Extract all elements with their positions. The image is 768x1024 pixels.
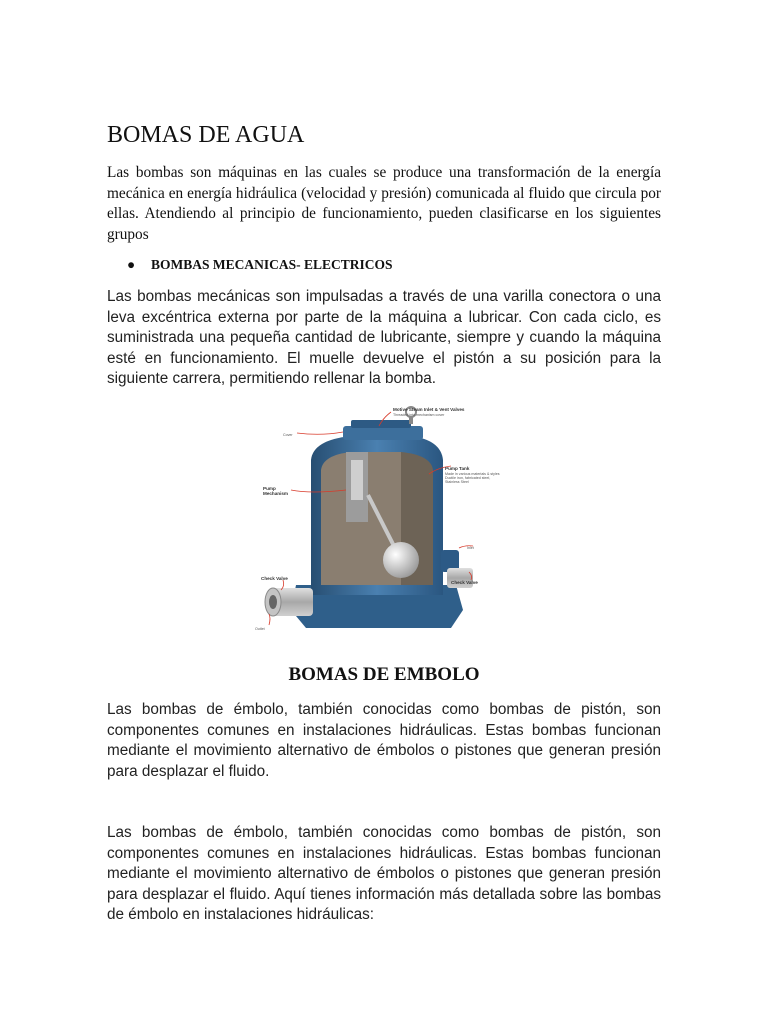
label-cover: Cover (283, 433, 293, 437)
label-inlet: Inlet (467, 546, 474, 550)
float-ball (383, 542, 419, 578)
label-pump-tank-sub1: Made in various materials & styles (445, 472, 500, 476)
label-motive: Motive Steam Inlet & Vent Valves (393, 407, 465, 412)
bullet-item (127, 257, 393, 273)
label-outlet: Outlet (255, 627, 265, 631)
label-check-valve-left: Check Valve (261, 576, 288, 581)
intro-paragraph: Las bombas son máquinas en las cuales se produce una transformación de la energía mecánica en energía hidráulica (velocidad y presión) comunicada al fluido que circula por ellas. Atendiendo al principio de funcionamiento, pueden clasificarse en los siguientes grupos (107, 164, 661, 243)
bullet-dot-icon: ● (127, 257, 136, 272)
label-motive-sub: Threaded into mechanism cover (393, 413, 445, 417)
label-pump-mechanism-2: Mechanism (263, 491, 289, 496)
pump-cutaway-figure (251, 400, 513, 640)
label-pump-mechanism-1: Pump (263, 486, 276, 491)
outlet-check-valve (265, 588, 313, 616)
label-pump-tank-sub3: Stainless Steel (445, 480, 469, 484)
mechanical-paragraph: Las bombas mecánicas son impulsadas a través de una varilla conectora o una leva excéntrica externa por parte de la máquina a lubricar. Con cada ciclo, es suministrada una pequeña cantidad de lubricante, siempre y cuando la máquina esté en funcionamiento. El muelle devuelve el pistón a su posición para la siguiente carrera, permitiendo rellenar la bomba. (107, 288, 661, 387)
embolo-paragraph-2: Las bombas de émbolo, también conocidas como bombas de pistón, son componentes comunes en instalaciones hidráulicas. Estas bombas funcionan mediante el movimiento alternativo de émbolos o pistones que generan presión para desplazar el fluido. Aquí tienes información más detallada sobre las bombas de émbolo en instalaciones hidráulicas: (107, 824, 661, 923)
label-pump-tank: Pump Tank (445, 466, 470, 471)
page-title: BOMAS DE AGUA (107, 122, 305, 148)
tank-cover (343, 426, 423, 440)
label-check-valve-right: Check Valve (451, 580, 478, 585)
label-pump-tank-sub2: Ductile iron, fabricated steel, (445, 476, 491, 480)
section-heading: BOMAS DE EMBOLO (288, 664, 480, 685)
pump-diagram (251, 400, 513, 640)
bullet-text: BOMBAS MECANICAS- ELECTRICOS (151, 257, 393, 272)
right-check-valve (447, 568, 473, 588)
embolo-paragraph-1: Las bombas de émbolo, también conocidas como bombas de pistón, son componentes comunes en instalaciones hidráulicas. Estas bombas funcionan mediante el movimiento alternativo de émbolos o pistones que generan presión para desplazar el fluido. (107, 701, 661, 780)
